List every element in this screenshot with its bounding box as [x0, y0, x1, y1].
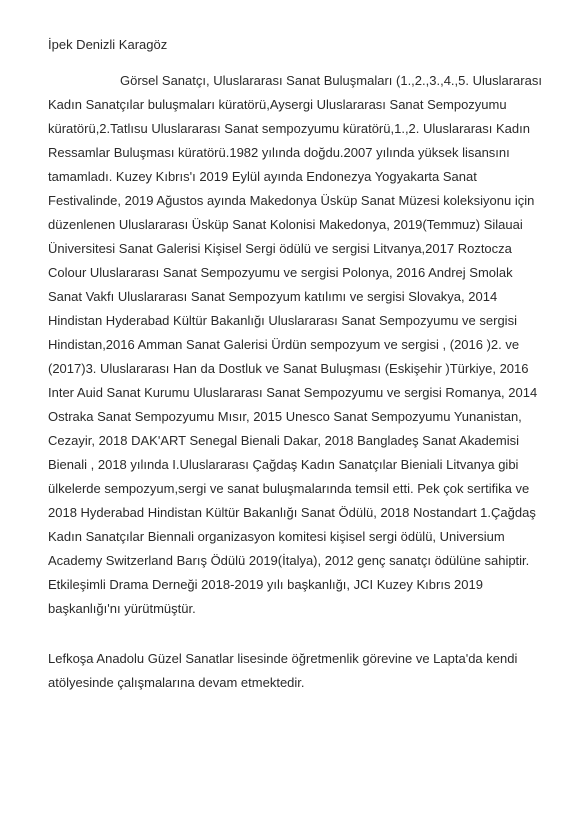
current-position-paragraph: Lefkoşa Anadolu Güzel Sanatlar lisesinde öğretmenlik görevine ve Lapta'da kendi atölyesinde çalışmalarına devam etmektedir.	[48, 651, 518, 690]
biography-paragraph: Görsel Sanatçı, Uluslararası Sanat Buluşmaları (1.,2.,3.,4.,5. Uluslararası Kadın Sanatçılar buluşmaları küratörü,Aysergi Uluslararası Sanat Sempozyumu küratörü,2.Tatlısu Uluslararası Sanat sempozyumu küratörü,1.,2. Uluslararası Kadın Ressamlar Buluşması küratörü.1982 yılında doğdu.2007 yılında yüksek lisansını tamamladı. Kuzey Kıbrıs'ı 2019 Eylül ayında Endonezya Yogyakarta Sanat Festivalinde, 2019 Ağustos ayında Makedonya Üsküp Sanat Müzesi koleksiyonu için düzenlenen Uluslararası Üsküp Sanat Kolonisi Makedonya, 2019(Temmuz) Silauai Üniversitesi Sanat Galerisi Kişisel Sergi ödülü ve sergisi Litvanya,2017 Roztocza Colour Uluslararası Sanat Sempozyumu ve sergisi Polonya, 2016 Andrej Smolak Sanat Vakfı Uluslararası Sanat Sempozyum katılımı ve sergisi Slovakya, 2014 Hindistan Hyderabad Kültür Bakanlığı Uluslararası Sanat Sempozyumu ve sergisi Hindistan,2016 Amman Sanat Galerisi Ürdün sempozyum ve sergisi , (2016 )2. ve (2017)3. Uluslararası Han da Dostluk ve Sanat Buluşması (Eskişehir )Türkiye, 2016 Inter Auid Sanat Kurumu Uluslararası Sanat Sempozyumu ve sergisi Romanya, 2014 Ostraka Sanat Sempozyumu Mısır, 2015 Unesco Sanat Sempozyumu Yunanistan, Cezayir, 2018 DAK'ART Senegal Bienali Dakar, 2018 Bangladeş Sanat Akademisi Bienali , 2018 yılında I.Uluslararası Çağdaş Kadın Sanatçılar Bieniali Litvanya gibi ülkelerde sempozyum,sergi ve sanat buluşmalarında temsil etti. Pek çok sertifika ve 2018 Hyderabad Hindistan Kültür Bakanlığı Sanat Ödülü, 2018 Nostandart 1.Çağdaş Kadın Sanatçılar Biennali organizasyon komitesi kişisel sergi ödülü, Universium Academy Switzerland Barış Ödülü 2019(İtalya), 2012 genç sanatçı ödülüne sahiptir. Etkileşimli Drama Derneği 2018-2019 yılı başkanlığı, JCI Kuzey Kıbrıs 2019 başkanlığı'nı yürütmüştür.	[48, 73, 542, 616]
author-name: İpek Denizli Karagöz	[48, 37, 168, 52]
